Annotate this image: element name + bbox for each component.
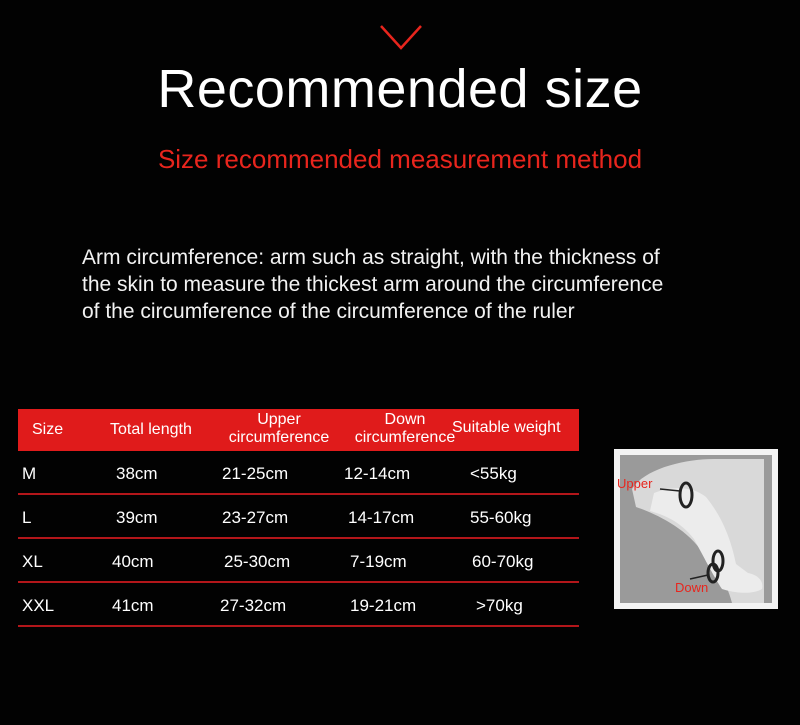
description-line: the skin to measure the thickest arm around the circumference — [82, 273, 664, 296]
header-upper-line1: Upper — [257, 411, 301, 428]
cell-weight: >70kg — [476, 596, 523, 615]
cell-down: 14-17cm — [348, 508, 415, 527]
header-size: Size — [32, 421, 64, 438]
header-total-length: Total length — [110, 421, 192, 438]
cell-size: L — [22, 508, 32, 527]
header-upper-line2: circumference — [228, 429, 330, 446]
cell-weight: 60-70kg — [472, 552, 534, 571]
header-down-circumference — [348, 411, 462, 447]
table-row — [18, 451, 579, 495]
description-line: Arm circumference: arm such as straight, with the thickness of — [82, 246, 660, 269]
cell-upper: 21-25cm — [222, 464, 289, 483]
cell-length: 39cm — [116, 508, 158, 527]
arm-measurement-diagram — [614, 449, 778, 609]
cell-upper: 27-32cm — [220, 596, 287, 615]
cell-length: 40cm — [112, 552, 154, 571]
description-line: of the circumference of the circumference of the ruler — [82, 300, 575, 323]
header-down-line1: Down — [384, 411, 426, 428]
header-down-line2: circumference — [354, 429, 456, 446]
table-row — [18, 539, 579, 583]
cell-upper: 25-30cm — [224, 552, 291, 571]
header-suitable-weight: Suitable weight — [452, 419, 561, 436]
cell-size: XL — [22, 552, 43, 571]
page-subtitle: Size recommended measurement method — [157, 144, 643, 174]
cell-upper: 23-27cm — [222, 508, 289, 527]
table-row — [18, 583, 579, 627]
cell-length: 38cm — [116, 464, 158, 483]
cell-down: 19-21cm — [350, 596, 417, 615]
cell-size: XXL — [22, 596, 55, 615]
table-row — [18, 495, 579, 539]
cell-weight: 55-60kg — [470, 508, 532, 527]
size-table — [18, 409, 579, 627]
page-title: Recommended size — [157, 59, 643, 119]
cell-length: 41cm — [112, 596, 154, 615]
upper-label: Upper — [617, 476, 653, 491]
cell-down: 7-19cm — [350, 552, 407, 571]
cell-weight: <55kg — [470, 464, 517, 483]
down-label: Down — [675, 580, 709, 595]
cell-down: 12-14cm — [344, 464, 411, 483]
chevron-down-icon — [378, 22, 424, 52]
cell-size: M — [22, 464, 37, 483]
measurement-description — [82, 244, 772, 325]
table-header — [18, 409, 579, 451]
header-upper-circumference — [220, 411, 338, 447]
